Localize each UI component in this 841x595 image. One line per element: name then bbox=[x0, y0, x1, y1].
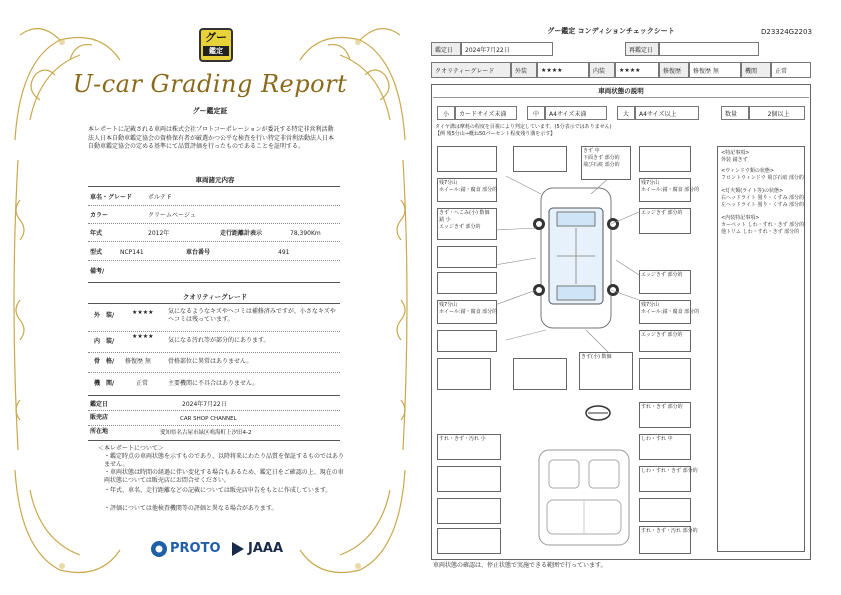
label-box-rear-2 bbox=[513, 358, 567, 390]
steering-wheel-icon bbox=[585, 404, 611, 422]
date-value: 2024年7月22日 bbox=[465, 46, 510, 54]
car-interior-diagram bbox=[529, 440, 639, 550]
rear-bottom: きず(小) 数個 bbox=[581, 354, 612, 360]
label-box-right-edge-2 bbox=[639, 270, 691, 294]
spec-year-label: 年式 bbox=[90, 230, 103, 237]
light-value: 右ヘッドライト 曇り・くすみ 部分的 bbox=[721, 195, 805, 201]
left-door-2: 錆 小 bbox=[439, 217, 451, 224]
int-box-left bbox=[437, 434, 501, 460]
quality-label: 外 装/ bbox=[94, 312, 115, 319]
appraisal-date-value: 2024年7月22日 bbox=[182, 401, 227, 408]
proto-logo-icon bbox=[150, 540, 168, 558]
count-label: 数量 bbox=[725, 110, 738, 118]
notes-item: ・年式、車名、走行距離などの記載については販売店申告をもとに作成しています。 bbox=[104, 487, 332, 494]
size-key: 中 bbox=[532, 110, 539, 118]
quality-stars: 正常 bbox=[136, 380, 149, 387]
label-box-left-mid bbox=[437, 246, 497, 268]
brand-proto: PROTO bbox=[170, 541, 221, 556]
label-box-right-edge-1 bbox=[639, 208, 691, 234]
report-subtitle: グー鑑定証 bbox=[192, 107, 228, 115]
condition-sheet-page bbox=[421, 0, 841, 595]
label-front-right-2: 下面きず 部分的 bbox=[583, 155, 620, 162]
special-value: 外装 錆きず bbox=[721, 157, 748, 163]
size-key: 小 bbox=[442, 110, 449, 118]
size-value: カードサイズ未満 bbox=[459, 110, 507, 118]
address-label: 所在地 bbox=[90, 428, 109, 435]
window-title: <ウィンドウ類の状態> bbox=[721, 168, 775, 174]
quality-label: 機 関/ bbox=[94, 380, 115, 387]
quality-stars: ★★★★ bbox=[132, 333, 154, 340]
label-box-front-right bbox=[581, 146, 631, 180]
size-value: A4サイズ未満 bbox=[549, 110, 587, 118]
shop-value: CAR SHOP CHANNEL bbox=[180, 416, 237, 422]
appraisal-date-label: 鑑定日 bbox=[90, 401, 109, 408]
tire-fl-wheel: ホイール:錆・腐食 部分的 bbox=[439, 187, 498, 194]
int-wheel: すれ・きず 部分的 bbox=[641, 404, 683, 410]
int-box-left-4 bbox=[437, 528, 501, 554]
int-label: 内装 bbox=[593, 67, 606, 75]
int-right-1: しわ・すれ 中 bbox=[641, 436, 673, 442]
int-box-left-2 bbox=[437, 466, 501, 492]
interior-value: カーペット しわ・すれ・きず 部分的 bbox=[721, 222, 805, 228]
sheet-id: D23324G2203 bbox=[761, 28, 812, 36]
jaaa-logo-icon bbox=[230, 540, 246, 558]
light-value: 左ヘッドライト 曇り・くすみ 部分的 bbox=[721, 202, 805, 208]
label-box-right-edge-3 bbox=[639, 330, 691, 352]
int-box-right-2 bbox=[639, 466, 698, 492]
right-edge-2: エッジきず 部分的 bbox=[641, 272, 683, 278]
tire-note: タイヤ溝は摩耗の程度を目視により判定しています。(5分表示ではありません) bbox=[435, 124, 612, 130]
notes-title: ＜本レポートについて＞ bbox=[98, 445, 164, 452]
int-box-right-1 bbox=[639, 434, 691, 460]
int-box-wheel bbox=[639, 402, 691, 428]
date-label: 鑑定日 bbox=[435, 46, 454, 54]
quality-text: 気になるようなキズやヘコミは補修済みですが、小さなキズやヘコミは残っています。 bbox=[168, 308, 336, 324]
label-box-front-mid bbox=[513, 146, 567, 172]
int-box-right-4 bbox=[639, 526, 698, 554]
tire-rl-wheel: ホイール:錆・腐食 部分的 bbox=[439, 309, 498, 316]
spec-title: 車両諸元内容 bbox=[195, 176, 235, 184]
tire-note-example: 【例 残5分山→概ね50パーセント程度残り溝を示す】 bbox=[435, 131, 556, 137]
int-right-2: しわ・すれ・きず 部分的 bbox=[641, 468, 698, 474]
logo-top-text: グー bbox=[205, 31, 227, 44]
spec-color-value: クリームベージュ bbox=[148, 212, 196, 219]
tire-rr-depth: 残7分山 bbox=[641, 302, 660, 308]
bottom-note: 車両状態の確認は、停止状態で実施できる範囲で行っています。 bbox=[433, 562, 607, 569]
quality-row-exterior bbox=[88, 306, 340, 330]
spec-chassis-value: 491 bbox=[278, 249, 290, 256]
label-box-right-top bbox=[639, 146, 691, 172]
interior-title: <内装特記事項> bbox=[721, 215, 760, 221]
label-box-left-rear bbox=[437, 272, 497, 294]
quality-title: クオリティーグレード bbox=[182, 293, 248, 301]
quality-row-engine bbox=[88, 376, 340, 396]
interior-value: 他トリム しわ・すれ・きず 部分的 bbox=[721, 229, 800, 235]
sheet-title: グー鑑定 コンディションチェックシート bbox=[547, 27, 675, 35]
brand-jaaa: JAAA bbox=[248, 541, 284, 556]
quality-label: 内 装/ bbox=[94, 338, 115, 345]
right-edge-1: エッジきず 部分的 bbox=[641, 210, 683, 216]
tire-fr-depth: 残7分山 bbox=[641, 180, 660, 186]
tire-rl-depth: 残7分山 bbox=[439, 302, 458, 308]
quality-text: 気になる汚れ等が部分的にあります。 bbox=[168, 337, 270, 344]
spec-mileage-value: 78,390Km bbox=[290, 230, 321, 237]
label-front-right-1: きず 中 bbox=[583, 148, 600, 154]
label-box-rear-3 bbox=[579, 352, 633, 390]
tire-fl-depth: 残7分山 bbox=[439, 180, 458, 186]
tire-fr-wheel: ホイール:錆・腐食 部分的 bbox=[641, 187, 700, 194]
label-box-tire-fr bbox=[639, 178, 700, 202]
label-front-right-3: 飛び石痕 部分的 bbox=[583, 161, 620, 168]
int-right-3: すれ・きず・汚れ 部分的 bbox=[641, 528, 698, 534]
quality-row-frame bbox=[88, 354, 340, 374]
notes-item: ・車両状態は時間の経過に伴い変化する場合もあるため、鑑定日をご確認の上、現在の車両状態については販売店にお問合せください。 bbox=[104, 469, 344, 485]
size-key: 大 bbox=[622, 110, 629, 118]
ext-label: 外装 bbox=[515, 67, 528, 75]
rep-value: 修復歴 無 bbox=[693, 67, 719, 75]
right-edge-3: エッジきず 部分的 bbox=[641, 332, 683, 338]
quality-stars: 修復歴 無 bbox=[125, 358, 151, 365]
spec-model-value: NCP141 bbox=[120, 249, 144, 256]
redate-label: 再鑑定日 bbox=[629, 46, 654, 54]
quality-stars: ★★★★ bbox=[132, 309, 154, 316]
int-box-left-3 bbox=[437, 498, 501, 524]
label-box-rear-4 bbox=[639, 358, 691, 390]
shop-label: 販売店 bbox=[90, 414, 109, 421]
label-box-left-door bbox=[437, 208, 497, 240]
spec-name-value: ポルテ F bbox=[148, 194, 172, 201]
quality-row-interior bbox=[88, 332, 340, 352]
logo-bottom-text: 鑑定 bbox=[203, 46, 229, 56]
spec-chassis-label: 車台番号 bbox=[186, 249, 211, 256]
left-door-3: エッジきず 部分的 bbox=[439, 223, 481, 230]
spec-color-label: カラー bbox=[90, 212, 109, 219]
label-box-tire-fl bbox=[437, 178, 497, 202]
spec-model-label: 型式 bbox=[90, 249, 103, 256]
tire-rr-wheel: ホイール:錆・腐食 部分的 bbox=[641, 309, 700, 316]
eng-value: 正常 bbox=[775, 67, 788, 75]
int-left: すれ・きず・汚れ 小 bbox=[439, 436, 486, 442]
notes-item: ・評価については他検査機関等の評価と異なる場合があります。 bbox=[104, 505, 278, 512]
ext-value: ★★★★ bbox=[541, 66, 563, 74]
address-value: 愛知県名古屋市緑区鳴海町上汐田4-2 bbox=[160, 430, 252, 436]
window-value: フロントウィンドウ 飛び石痕 部分的 bbox=[721, 175, 804, 181]
label-box-tire-rl bbox=[437, 300, 497, 324]
spec-remarks-label: 備考/ bbox=[90, 268, 105, 275]
intro-text: 本レポートに記載される車両は株式会社プロトコーポレーションが委託する特定非営利活動法人日本自動車鑑定協会の資格保有者が厳選かつ公平な検査を行い特定非営利活動法人日本自動車鑑定協会の定める基準にて品質評価を行ったものであることを証明する。 bbox=[88, 126, 335, 151]
condition-title: 車両状態の説明 bbox=[598, 87, 644, 95]
int-box-right-3 bbox=[639, 498, 691, 522]
spec-name-label: 車名・グレード bbox=[90, 194, 133, 201]
eng-label: 機関 bbox=[745, 67, 758, 75]
quality-label: 骨 格/ bbox=[94, 358, 115, 365]
int-value: ★★★★ bbox=[619, 66, 641, 74]
label-box-tire-rr bbox=[639, 300, 700, 324]
light-title: <灯火類(ライト等)の状態> bbox=[721, 188, 784, 194]
spec-mileage-label: 走行距離計表示 bbox=[220, 230, 263, 237]
label-box-left-bottom bbox=[437, 330, 497, 352]
label-box-rear-1 bbox=[437, 358, 491, 390]
spec-year-value: 2012年 bbox=[148, 230, 170, 237]
rep-label: 修復歴 bbox=[663, 67, 682, 75]
label-box-front-left-top bbox=[437, 146, 497, 172]
goo-kantei-logo bbox=[199, 28, 233, 62]
quality-text: 骨格部位に異常はありません。 bbox=[168, 358, 253, 365]
size-value: A4サイズ以上 bbox=[639, 110, 677, 118]
quality-text: 主要機関に不具合はありません。 bbox=[168, 380, 259, 387]
report-title: U-car Grading Report bbox=[72, 70, 348, 98]
notes-item: ・鑑定時点の車両状態を示すものであり、以降将来にわたり品質を保証するものではありません。 bbox=[104, 453, 345, 469]
left-door-1: きず・へこみ(小) 数個 bbox=[439, 210, 490, 216]
count-value: 2個以上 bbox=[767, 110, 790, 118]
special-title: <特記事項> bbox=[721, 150, 750, 156]
qg-label: クオリティーグレード bbox=[435, 67, 495, 75]
